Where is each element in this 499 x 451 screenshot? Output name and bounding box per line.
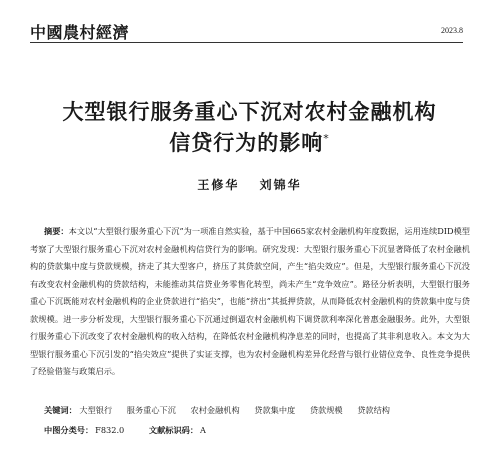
issue-number: 2023.8 <box>441 26 463 35</box>
article-title-line1: 大型银行服务重心下沉对农村金融机构 <box>62 100 437 124</box>
clc-label: 中图分类号： <box>44 425 94 435</box>
abstract <box>30 223 470 381</box>
journal-header <box>30 18 463 43</box>
classification <box>44 425 228 436</box>
keyword: 服务重心下沉 <box>126 405 176 415</box>
abstract-text: 本文以“大型银行服务重心下沉”为一项准自然实验，基于中国665家农村金融机构年度数据，运用连续DID模型考察了大型银行服务重心下沉对农村金融机构信贷行为的影响。研究发现：大型银行服务重心下沉显著降低了农村金融机构的贷款集中度与贷款规模，挤走了其大型客户，挤压了其贷款空间，产生“掐尖效应”。但是，大型银行服务重心下沉没有改变农村金融机构的贷款结构，未能推动其信贷业务零售化转型，尚未产生“竞争效应”。路径分析表明，大型银行服务重心下沉既能对农村金融机构的企业贷款进行“掐尖”，也能“挤出”其抵押贷款，从而降低农村金融机构的贷款集中度与贷款规模。进一步分析发现，大型银行服务重心下沉通过倒逼农村金融机构下调贷款利率深化普惠金融服务。此外，大型银行服务重心下沉改变了农村金融机构的收入结构，在降低农村金融机构净息差的同时，也提高了其非利息收入。本文为大型银行服务重心下沉引发的“掐尖效应”提供了实证支撑，也为农村金融机构差异化经营与银行业错位竞争、良性竞争提供了经验借鉴与政策启示。 <box>30 226 470 376</box>
keyword: 农村金融机构 <box>190 405 240 415</box>
doc-code-label: 文献标识码： <box>148 425 199 435</box>
abstract-label: 摘要： <box>44 226 69 236</box>
journal-name: 中國農村經濟 <box>30 23 130 42</box>
abstract-paragraph <box>30 223 470 381</box>
keywords <box>44 405 402 416</box>
article-title-line2-text: 信贷行为的影响 <box>169 131 324 155</box>
article-title-line2 <box>0 127 499 157</box>
clc-value: F832.0 <box>95 425 125 435</box>
keyword: 贷款结构 <box>357 405 390 415</box>
keyword: 大型银行 <box>79 405 113 415</box>
keyword: 贷款集中度 <box>254 405 296 415</box>
title-footnote-mark: * <box>323 132 330 145</box>
doc-code-value: A <box>200 425 206 435</box>
keywords-label: 关键词： <box>44 405 77 415</box>
keyword: 贷款规模 <box>309 405 343 415</box>
authors: 王修华 刘锦华 <box>197 178 302 192</box>
